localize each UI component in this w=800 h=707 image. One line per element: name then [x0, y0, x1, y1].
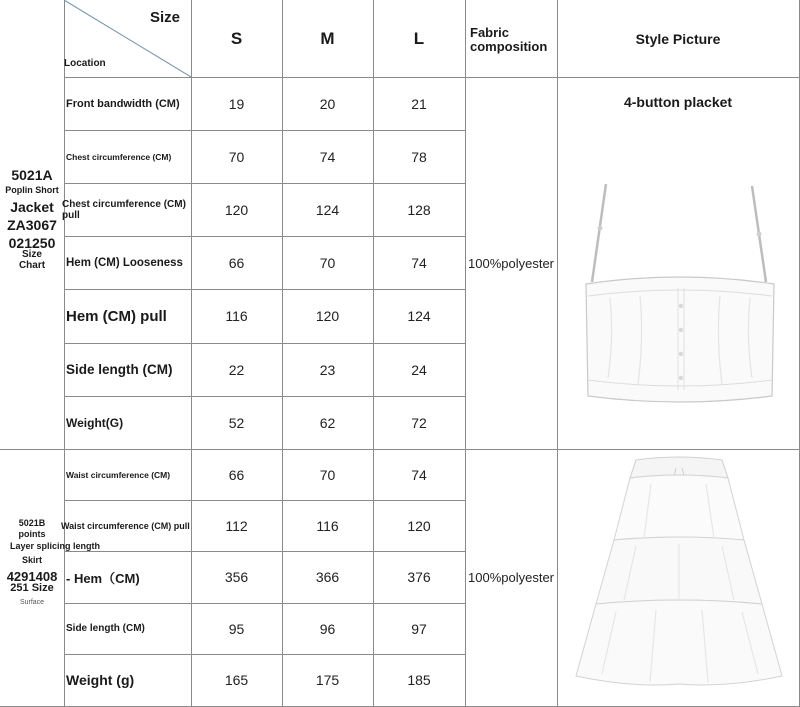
skirt-group-label: 5021B points Layer splicing length Skirt 4291408 251 Size Surface [6, 518, 101, 606]
jacket-cell-l: 72 [411, 414, 427, 431]
header-size-s: S [230, 28, 243, 48]
skirt-row-label: Waist circumference (CM) [66, 469, 171, 480]
jacket-row-label: Weight(G) [66, 415, 124, 430]
jacket-row-label: Hem (CM) Looseness [66, 256, 183, 269]
jacket-row-label: Chest circumference (CM) [66, 151, 172, 162]
jacket-cell-l: 74 [411, 254, 427, 271]
skirt-row-label: - Hem（CM) [66, 570, 140, 586]
skirt-cell-s: 112 [225, 517, 248, 534]
jacket-cell-s: 22 [228, 361, 245, 378]
jacket-cell-s: 120 [224, 201, 249, 218]
header-location: Location [64, 58, 106, 69]
jacket-cell-m: 74 [319, 148, 336, 165]
jacket-cell-s: 66 [228, 254, 245, 271]
skirt-cell-l: 97 [411, 620, 427, 637]
skirt-cell-s: 66 [228, 466, 245, 483]
header-size: Size [150, 9, 181, 26]
jacket-cell-l: 128 [407, 201, 431, 218]
skirt-fabric: 100%polyester [468, 570, 554, 585]
skirt-cell-m: 175 [315, 672, 340, 688]
jacket-cell-s: 52 [228, 414, 245, 431]
skirt-cell-s: 95 [228, 620, 245, 637]
skirt-row-label: Side length (CM) [66, 623, 145, 634]
jacket-cell-s: 70 [228, 148, 245, 165]
skirt-cell-m: 70 [319, 466, 336, 483]
skirt-cell-m: 116 [316, 517, 339, 534]
jacket-cell-m: 120 [315, 308, 340, 324]
jacket-cell-m: 23 [319, 361, 336, 378]
jacket-cell-l: 124 [407, 308, 431, 324]
skirt-cell-l: 185 [407, 672, 431, 688]
jacket-cell-l: 21 [411, 95, 427, 112]
jacket-style-caption: 4-button placket [623, 94, 733, 110]
skirt-image [566, 454, 792, 702]
crop-top-image [580, 178, 780, 408]
header-size-l: L [413, 28, 425, 48]
skirt-cell-s: 356 [224, 569, 249, 585]
jacket-row-label: Hem (CM) pull [66, 307, 167, 325]
jacket-cell-s: 116 [225, 308, 248, 324]
jacket-cell-l: 78 [411, 148, 427, 165]
jacket-cell-m: 62 [319, 414, 336, 431]
jacket-fabric: 100%polyester [468, 255, 554, 271]
skirt-cell-m: 366 [315, 569, 340, 585]
jacket-cell-m: 20 [319, 95, 336, 112]
skirt-cell-l: 376 [407, 569, 431, 585]
skirt-cell-m: 96 [319, 620, 336, 637]
jacket-group-label: 5021A Poplin Short Jacket ZA3067 021250 Size Chart [5, 167, 59, 271]
skirt-cell-l: 120 [407, 517, 431, 534]
skirt-cell-s: 165 [224, 672, 249, 688]
header-fabric: Fabric composition [470, 25, 548, 55]
header-size-m: M [320, 28, 335, 48]
skirt-cell-l: 74 [411, 466, 427, 483]
jacket-cell-m: 70 [319, 254, 336, 271]
jacket-cell-m: 124 [315, 201, 340, 218]
skirt-row-label: Waist circumference (CM) pull [61, 520, 190, 531]
jacket-cell-l: 24 [411, 361, 427, 378]
jacket-cell-s: 19 [228, 95, 245, 112]
header-style: Style Picture [635, 30, 721, 47]
jacket-row-label: Front bandwidth (CM) [66, 97, 180, 110]
jacket-row-label: Chest circumference (CM) pull [62, 198, 186, 221]
skirt-row-label: Weight (g) [66, 672, 135, 688]
jacket-row-label: Side length (CM) [66, 362, 173, 377]
